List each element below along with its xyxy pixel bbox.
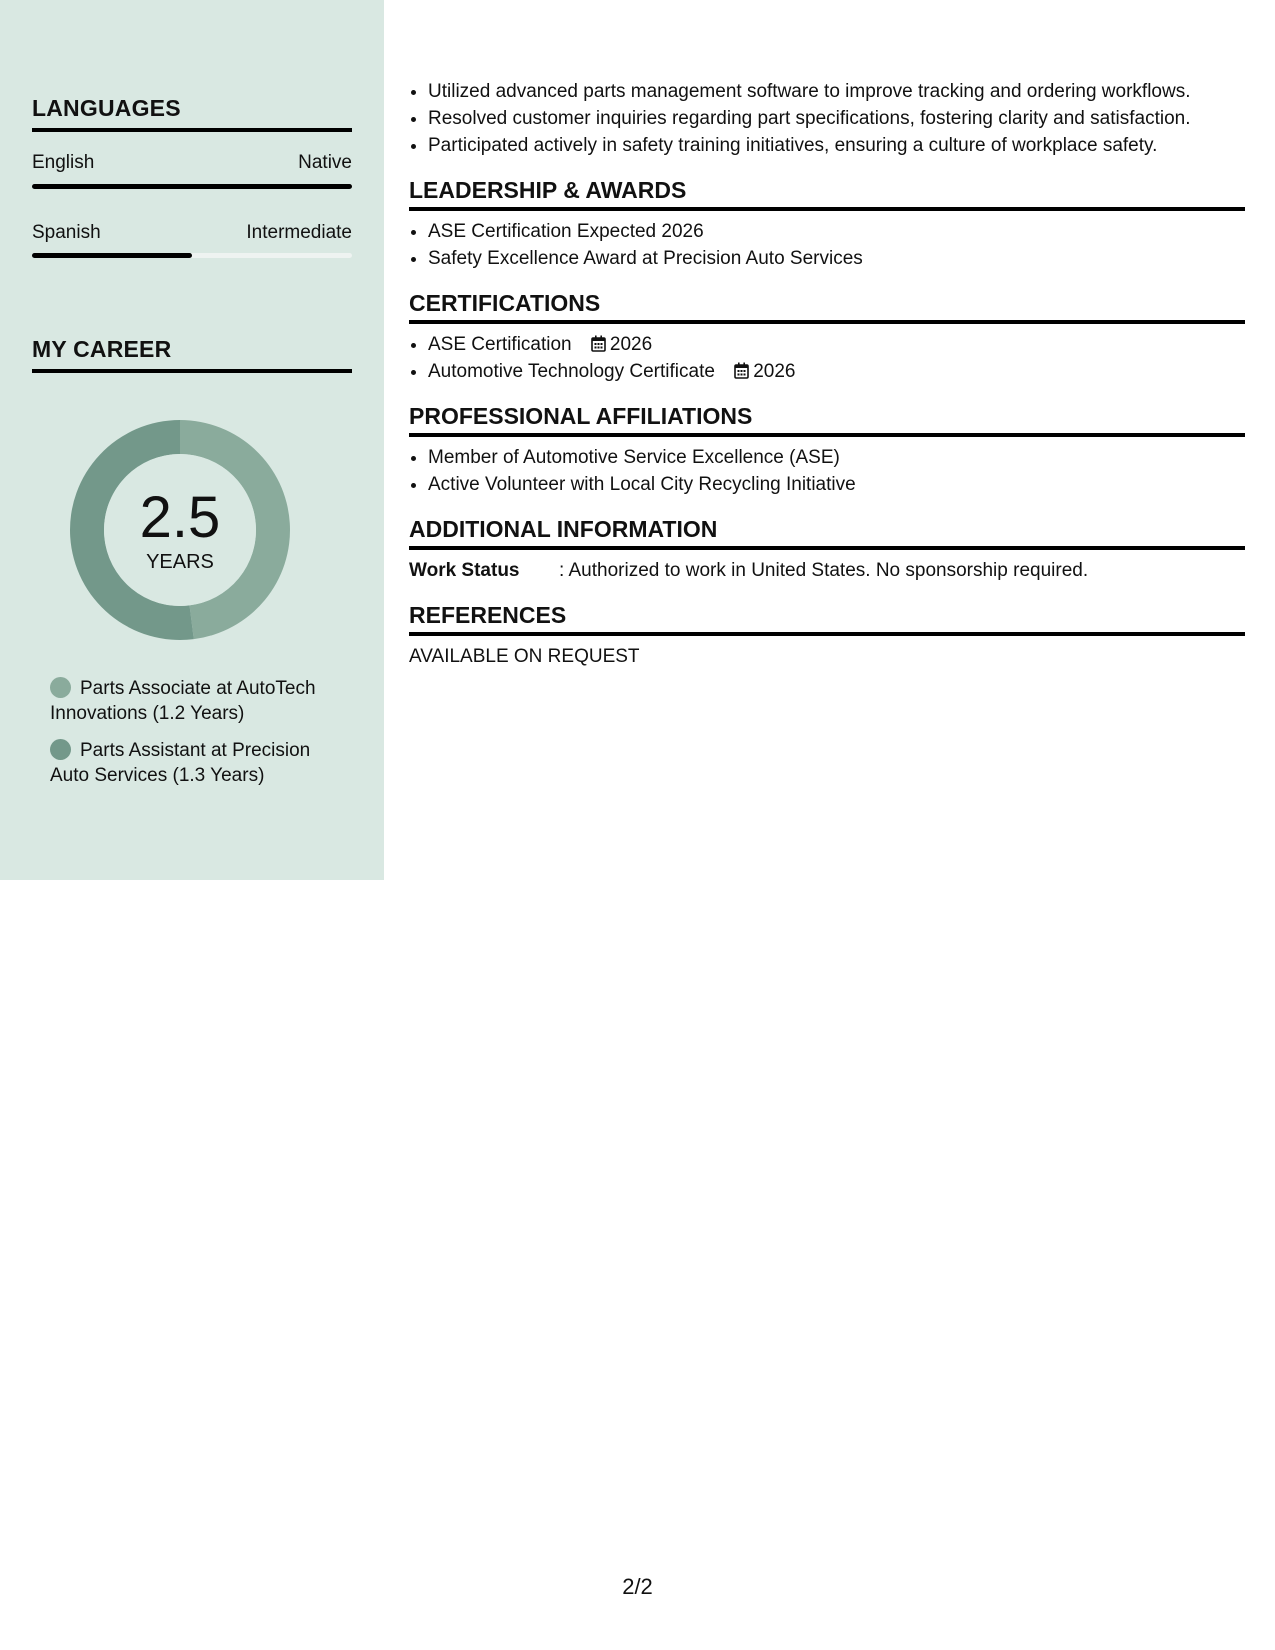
legend-dot-icon	[50, 677, 71, 698]
list-item: • Resolved customer inquiries regarding part specifications, fostering clarity and satisfaction.	[428, 105, 1245, 132]
language-bar-english	[32, 184, 352, 189]
language-level: Native	[298, 152, 352, 173]
list-item: • Active Volunteer with Local City Recycling Initiative	[428, 471, 1245, 498]
list-item	[428, 358, 1245, 385]
sidebar	[0, 0, 384, 880]
certifications-list	[409, 331, 1245, 385]
career-legend-label: Parts Associate at AutoTech Innovations (1.2 Years)	[50, 678, 316, 724]
list-item	[428, 331, 1245, 358]
section-title-affiliations: PROFESSIONAL AFFILIATIONS	[409, 402, 1245, 437]
career-total-value: 2.5	[139, 485, 221, 550]
leadership-list	[409, 218, 1245, 272]
career-legend-item	[50, 676, 340, 726]
main-content	[409, 78, 1245, 670]
work-status-value: : Authorized to work in United States. No sponsorship required.	[559, 560, 1089, 581]
calendar-icon	[734, 362, 749, 379]
legend-dot-icon	[50, 739, 71, 760]
list-item: • ASE Certification Expected 2026	[428, 218, 1245, 245]
list-item: • Safety Excellence Award at Precision Auto Services	[428, 245, 1245, 272]
language-name: English	[32, 152, 95, 173]
language-bar-fill	[32, 184, 352, 189]
career-total-unit: YEARS	[146, 551, 214, 573]
work-status-label: Work Status	[409, 560, 520, 581]
list-item: • Participated actively in safety training initiatives, ensuring a culture of workplace safety.	[428, 132, 1245, 159]
section-title-certifications: CERTIFICATIONS	[409, 289, 1245, 324]
page-number: 2/2	[622, 1574, 653, 1599]
language-name: Spanish	[32, 222, 101, 243]
languages-heading: LANGUAGES	[32, 94, 352, 132]
language-bar-spanish	[32, 253, 352, 258]
references-text: AVAILABLE ON REQUEST	[409, 646, 640, 667]
affiliations-list	[409, 444, 1245, 498]
career-legend-label: Parts Assistant at Precision Auto Services (1.3 Years)	[50, 740, 311, 786]
certification-year: 2026	[609, 334, 653, 355]
section-title-additional-information: ADDITIONAL INFORMATION	[409, 515, 1245, 550]
section-title-leadership: LEADERSHIP & AWARDS	[409, 176, 1245, 211]
certification-name: ASE Certification	[428, 334, 572, 355]
experience-bullets	[409, 78, 1245, 159]
list-item: • Member of Automotive Service Excellence (ASE)	[428, 444, 1245, 471]
certification-name: Automotive Technology Certificate	[428, 361, 715, 382]
career-legend-item	[50, 738, 340, 788]
career-heading: MY CAREER	[32, 335, 352, 373]
language-bar-fill	[32, 253, 192, 258]
list-item: • Utilized advanced parts management software to improve tracking and ordering workflows.	[428, 78, 1245, 105]
calendar-icon	[591, 335, 606, 352]
language-level: Intermediate	[246, 222, 352, 243]
section-title-references: REFERENCES	[409, 601, 1245, 636]
career-donut-chart	[66, 416, 294, 644]
certification-year: 2026	[753, 361, 796, 382]
work-status-row	[409, 557, 1245, 584]
